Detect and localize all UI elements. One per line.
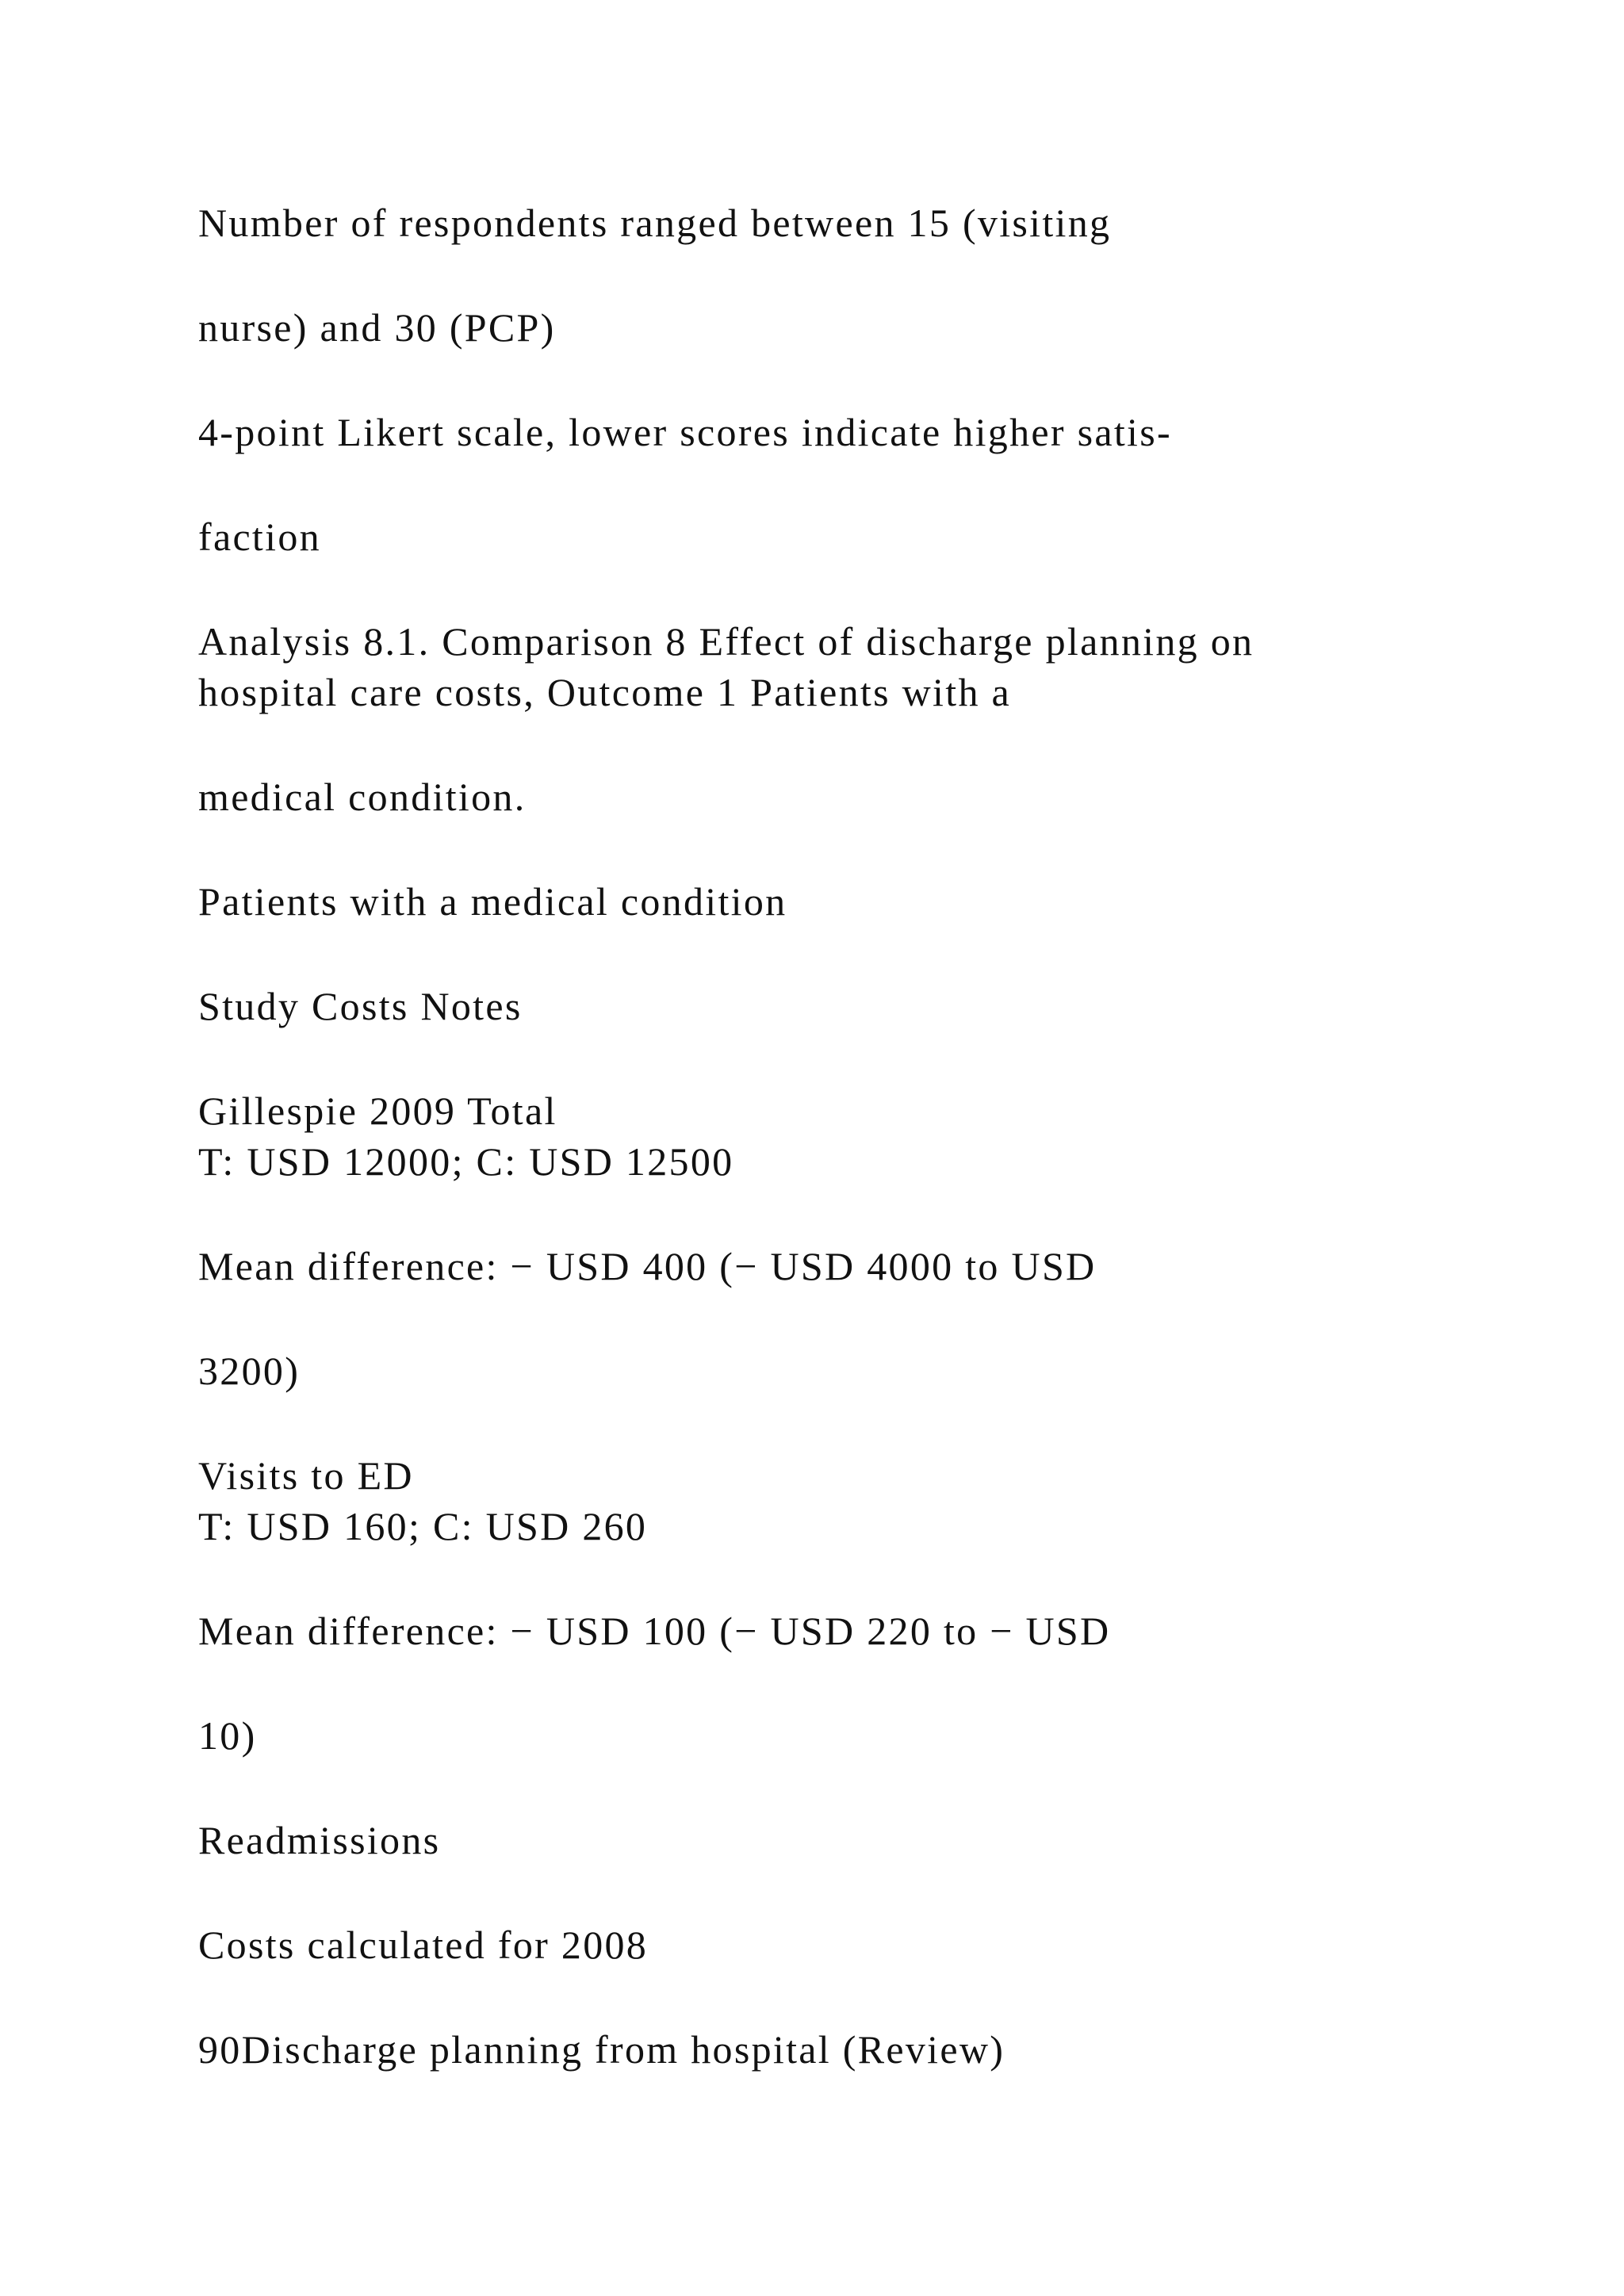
table-header: Study Costs Notes xyxy=(198,984,523,1028)
total-mean-difference-line-1: Mean difference: − USD 400 (− USD 4000 to USD xyxy=(198,1244,1097,1288)
text-line-likert-1: 4-point Likert scale, lower scores indicate higher satis- xyxy=(198,410,1172,454)
text-line-respondents-1: Number of respondents ranged between 15 (visiting xyxy=(198,201,1112,245)
total-costs-values: T: USD 12000; C: USD 12500 xyxy=(198,1139,734,1184)
study-total-row: Gillespie 2009 Total xyxy=(198,1089,557,1133)
analysis-heading-line-3: medical condition. xyxy=(198,775,527,819)
ed-visits-costs-values: T: USD 160; C: USD 260 xyxy=(198,1504,648,1548)
costs-note: Costs calculated for 2008 xyxy=(198,1923,649,1967)
analysis-heading-line-1: Analysis 8.1. Comparison 8 Effect of discharge planning on xyxy=(198,619,1254,664)
text-line-likert-2: faction xyxy=(198,515,321,559)
ed-mean-difference-line-1: Mean difference: − USD 100 (− USD 220 to − USD xyxy=(198,1609,1111,1653)
ed-mean-difference-line-2: 10) xyxy=(198,1713,257,1758)
page-footer: 90Discharge planning from hospital (Review) xyxy=(198,2027,1005,2072)
total-mean-difference-line-2: 3200) xyxy=(198,1349,301,1393)
text-line-respondents-2: nurse) and 30 (PCP) xyxy=(198,305,556,350)
ed-visits-label: Visits to ED xyxy=(198,1453,414,1498)
readmissions-label: Readmissions xyxy=(198,1818,441,1862)
subgroup-title: Patients with a medical condition xyxy=(198,879,787,924)
analysis-heading-line-2: hospital care costs, Outcome 1 Patients with a xyxy=(198,670,1012,714)
